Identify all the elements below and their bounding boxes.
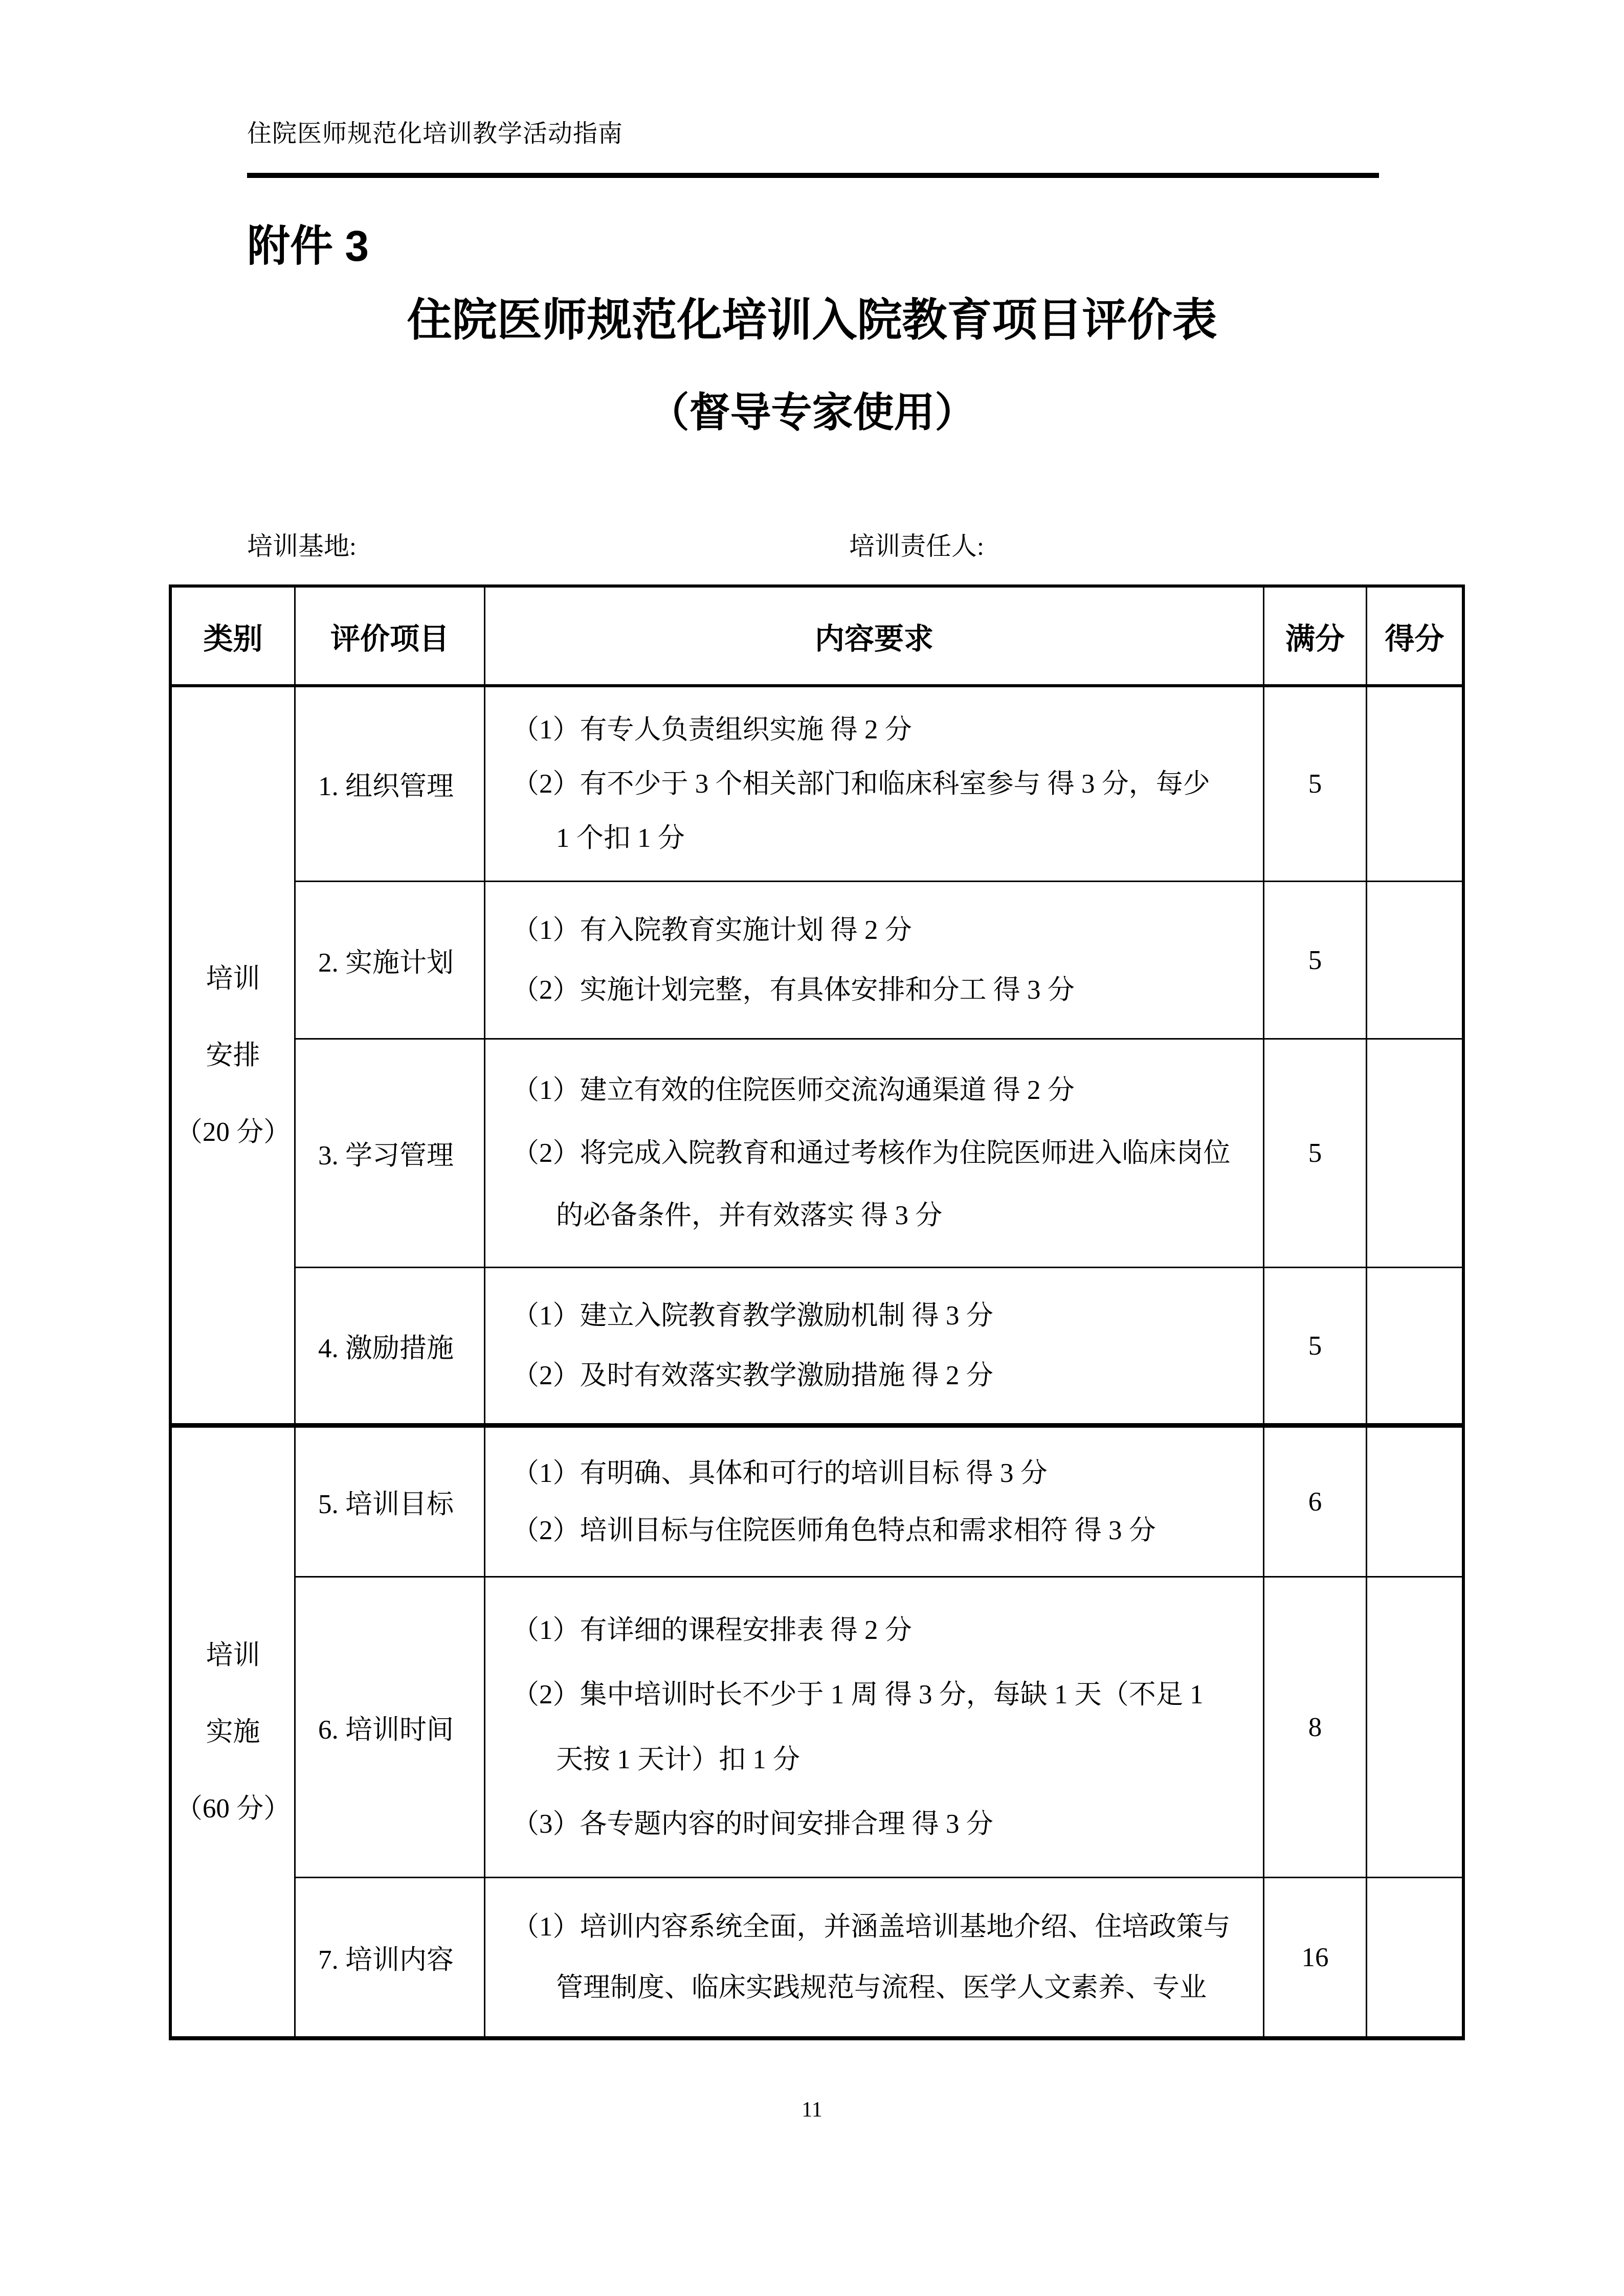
full-score-cell: 5 (1264, 1040, 1367, 1268)
score-cell (1367, 1578, 1462, 1878)
category-line: 实施 (206, 1717, 260, 1747)
requirement-cell (485, 1878, 1264, 2036)
requirement-cell (485, 882, 1264, 1040)
requirement-line: （2）有不少于 3 个相关部门和临床科室参与 得 3 分，每少 (512, 769, 1210, 799)
item-label: 6. 培训时间 (296, 1578, 485, 1878)
requirement-line: （2）培训目标与住院医师角色特点和需求相符 得 3 分 (512, 1515, 1156, 1545)
full-score-cell: 6 (1264, 1428, 1367, 1578)
doc-header-title: 住院医师规范化培训教学活动指南 (247, 120, 624, 147)
requirement-line: （2）集中培训时长不少于 1 周 得 3 分，每缺 1 天（不足 1 (512, 1680, 1204, 1710)
score-cell (1367, 882, 1462, 1040)
full-score-cell: 16 (1264, 1878, 1367, 2036)
category-line: 安排 (206, 1040, 260, 1070)
category-line: 培训 (206, 963, 260, 994)
requirement-cell (485, 687, 1264, 882)
requirement-line: （1）有详细的课程安排表 得 2 分 (512, 1615, 912, 1645)
category-line: （60 分） (175, 1794, 291, 1824)
category-line: 培训 (206, 1640, 260, 1670)
item-label: 3. 学习管理 (296, 1040, 485, 1268)
requirement-cell (485, 1428, 1264, 1578)
attachment-label: 附件 3 (247, 222, 369, 270)
requirement-line: （1）建立入院教育教学激励机制 得 3 分 (512, 1301, 993, 1331)
full-score-cell: 5 (1264, 1268, 1367, 1428)
col-header-score: 得分 (1367, 588, 1462, 687)
requirement-line: 管理制度、临床实践规范与流程、医学人文素养、专业 (556, 1972, 1207, 2002)
requirement-line: （1）有专人负责组织实施 得 2 分 (512, 714, 912, 745)
item-label: 7. 培训内容 (296, 1878, 485, 2036)
requirement-line: 天按 1 天计）扣 1 分 (556, 1744, 800, 1774)
requirement-cell (485, 1268, 1264, 1428)
col-header-requirement: 内容要求 (485, 588, 1264, 687)
item-label: 4. 激励措施 (296, 1268, 485, 1428)
requirement-line: （2）实施计划完整，有具体安排和分工 得 3 分 (512, 975, 1075, 1005)
full-score-cell: 5 (1264, 882, 1367, 1040)
col-header-category: 类别 (172, 588, 296, 687)
form-subtitle: （督导专家使用） (648, 391, 976, 436)
requirement-line: （1）建立有效的住院医师交流沟通渠道 得 2 分 (512, 1075, 1075, 1106)
category-cell-training-implementation (172, 1428, 296, 2036)
requirement-line: （1）有明确、具体和可行的培训目标 得 3 分 (512, 1458, 1048, 1488)
col-header-full-score: 满分 (1264, 588, 1367, 687)
page-number: 11 (802, 2098, 822, 2122)
item-label: 1. 组织管理 (296, 687, 485, 882)
col-header-item: 评价项目 (296, 588, 485, 687)
header-rule (247, 173, 1379, 178)
full-score-cell: 5 (1264, 687, 1367, 882)
category-line: （20 分） (175, 1117, 291, 1147)
training-base-label: 培训基地: (247, 532, 357, 560)
category-cell-training-arrangement (172, 687, 296, 1428)
requirement-line: 1 个扣 1 分 (556, 823, 685, 853)
score-cell (1367, 1878, 1462, 2036)
full-score-cell: 8 (1264, 1578, 1367, 1878)
item-label: 5. 培训目标 (296, 1428, 485, 1578)
requirement-line: （1）有入院教育实施计划 得 2 分 (512, 915, 912, 945)
requirement-cell (485, 1578, 1264, 1878)
training-manager-label: 培训责任人: (849, 532, 984, 560)
requirement-line: （1）培训内容系统全面，并涵盖培训基地介绍、住培政策与 (512, 1912, 1231, 1942)
requirement-cell (485, 1040, 1264, 1268)
form-title: 住院医师规范化培训入院教育项目评价表 (407, 296, 1217, 346)
requirement-line: 的必备条件，并有效落实 得 3 分 (556, 1201, 943, 1231)
item-label: 2. 实施计划 (296, 882, 485, 1040)
requirement-line: （2）将完成入院教育和通过考核作为住院医师进入临床岗位 (512, 1138, 1231, 1168)
score-cell (1367, 1040, 1462, 1268)
score-cell (1367, 1428, 1462, 1578)
requirement-line: （2）及时有效落实教学激励措施 得 2 分 (512, 1360, 993, 1390)
requirement-line: （3）各专题内容的时间安排合理 得 3 分 (512, 1809, 993, 1839)
score-cell (1367, 1268, 1462, 1428)
evaluation-table (169, 584, 1465, 2040)
score-cell (1367, 687, 1462, 882)
